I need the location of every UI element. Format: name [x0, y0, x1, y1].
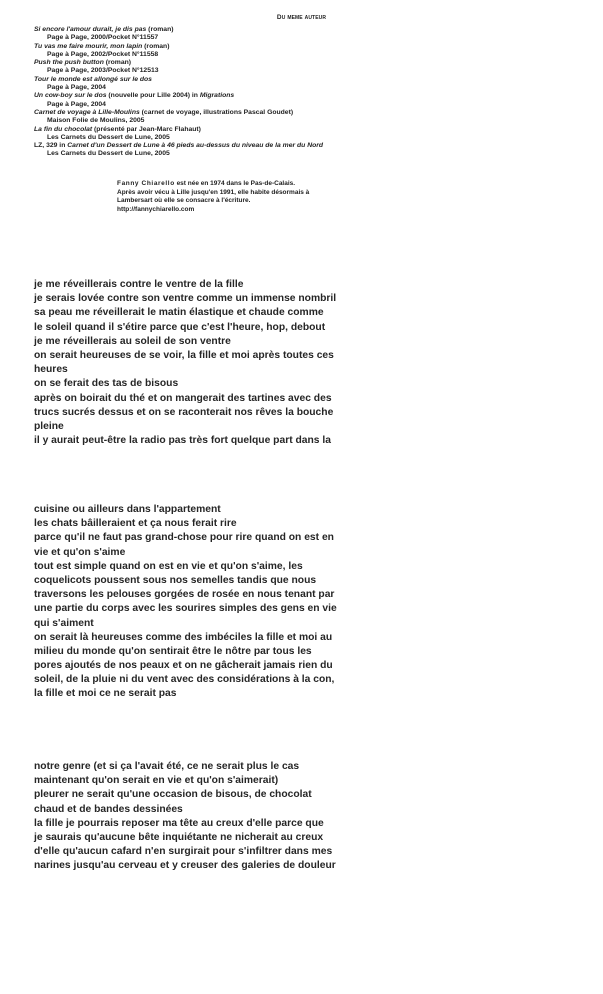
biblio-entry-publisher: Les Carnets du Dessert de Lune, 2005 [47, 133, 170, 141]
biblio-entry-title [34, 76, 574, 84]
biblio-entry-title [34, 142, 574, 150]
poem-line: on serait là heureuses comme des imbéciles la fille et moi au [34, 631, 333, 643]
book-title: La fin du chocolat [34, 125, 93, 133]
author-line-3: Lambersart où elle se consacre à l'écriture. [117, 197, 251, 205]
poem-line: je saurais qu'aucune bête inquiétante ne nicherait au creux [34, 831, 324, 843]
poem-line: vie et qu'on s'aime [34, 546, 126, 558]
biblio-entry-publisher: Page à Page, 2002/Pocket N°11558 [47, 50, 159, 58]
book-title: Push the push button [34, 59, 104, 67]
biblio-entry-publisher: Les Carnets du Dessert de Lune, 2005 [47, 150, 170, 158]
book-title: Carnet de voyage à Lille-Moulins [34, 108, 140, 116]
biblio-entry-publisher: Page à Page, 2004 [47, 84, 106, 92]
poem-line: milieu du monde qu'on sentirait être le nôtre par tous les [34, 645, 312, 657]
poem-line: pleurer ne serait qu'une occasion de bisous, de chocolat [34, 789, 312, 801]
biblio-entry-title [34, 92, 574, 100]
poem-line: maintenant qu'on serait en vie et qu'on s'aimerait) [34, 775, 279, 787]
book-genre: (roman) [142, 42, 170, 50]
poem-line: trucs sucrés dessus et on se raconterait nos rêves la bouche [34, 406, 334, 418]
poem-line: traversons les pelouses gorgées de rosée en nous tenant par [34, 589, 335, 601]
poem-line: cuisine ou ailleurs dans l'appartement [34, 504, 221, 515]
poem-line: on se ferait des tas de bisous [34, 378, 179, 390]
biblio-entry-title [34, 126, 574, 134]
poem-line: je me réveillerais au soleil de son ventre [34, 335, 231, 347]
poem-line: le soleil quand il s'étire parce que c'est l'heure, hop, debout [34, 321, 326, 333]
book-prefix: LZ, 329 in [34, 142, 68, 150]
book-genre: (nouvelle pour Lille 2004) in [106, 92, 200, 100]
book-title: Un cow-boy sur le dos [34, 92, 107, 100]
poem-line: qui s'aiment [34, 617, 94, 629]
poem-line: sa peau me réveillerait le matin élastique et chaude comme [34, 307, 324, 319]
biblio-entry-publisher: Page à Page, 2004 [47, 100, 106, 108]
biblio-entry-title [34, 43, 574, 51]
poem-line: la fille je pourrais reposer ma tête au creux d'elle parce que [34, 817, 324, 829]
author-birth: est née en 1974 dans le Pas-de-Calais. [174, 180, 296, 187]
bibliography-list [34, 26, 574, 159]
poem-line: coquelicots poussent sous nos semelles tandis que nous [34, 574, 317, 586]
poem-block-2 [34, 503, 337, 702]
biblio-entry-title [34, 109, 574, 117]
collection-title: Migrations [199, 92, 235, 100]
poem-line: il y aurait peut-être la radio pas très fort quelque part dans la [34, 435, 331, 447]
poem-line: pores ajoutés de nos peaux et on ne gâcherait jamais rien du [34, 660, 333, 672]
poem-line: une partie du corps avec les sourires simples des gens en vie [34, 603, 337, 615]
book-genre: (roman) [146, 26, 174, 33]
poem-line: je serais lovée contre son ventre comme un immense nombril [34, 293, 337, 305]
poem-line: on serait heureuses de se voir, la fille et moi après toutes ces [34, 349, 334, 361]
book-title: Si encore l'amour durait, je dis pas [34, 26, 147, 33]
author-url[interactable]: http://fannychiarello.com [117, 206, 195, 214]
book-title: Tu vas me faire mourir, mon lapin [34, 42, 143, 50]
author-line-2: Après avoir vécu à Lille jusqu'en 1991, elle habite désormais à [117, 188, 310, 196]
poem-block-3 [34, 760, 334, 874]
poem-line: après on boirait du thé et on mangerait des tartines avec des [34, 392, 332, 404]
book-genre: (roman) [103, 59, 132, 67]
biblio-heading: Du meme auteur [276, 14, 327, 21]
poem-line: pleine [34, 420, 64, 432]
book-genre: (carnet de voyage, illustrations Pascal Goudet) [139, 108, 294, 116]
poem-line: tout est simple quand on est en vie et qu'on s'aime, les [34, 560, 303, 572]
author-line-1 [117, 180, 347, 189]
poem-line: les chats bâilleraient et ça nous ferait rire [34, 518, 237, 530]
poem-line: je me réveillerais contre le ventre de la fille [34, 279, 244, 290]
book-title: Tour le monde est allongé sur le dos [34, 75, 152, 83]
author-name: Fanny Chiarello [117, 180, 175, 187]
poem-line: narines jusqu'au cerveau et y creuser des galeries de douleur [34, 860, 336, 872]
poem-line: d'elle qu'aucun cafard n'en surgirait pour s'infiltrer dans mes [34, 846, 333, 858]
poem-line: notre genre (et si ça l'avait été, ce ne serait plus le cas [34, 761, 300, 772]
book-title: Carnet d'un Dessert de Lune à 46 pieds au-dessus du niveau de la mer du Nord [67, 142, 324, 150]
poem-line: chaud et de bandes dessinées [34, 803, 183, 815]
poem-line: parce qu'il ne faut pas grand-chose pour rire quand on est en [34, 532, 334, 544]
author-note [117, 180, 347, 215]
poem-line: la fille et moi ce ne serait pas [34, 688, 177, 700]
poem-block-1 [34, 278, 337, 448]
book-genre: (présenté par Jean-Marc Flahaut) [92, 125, 201, 133]
biblio-entry-publisher: Page à Page, 2003/Pocket N°12513 [47, 67, 159, 75]
poem-line: soleil, de la pluie ni du vent avec des considérations à la con, [34, 674, 335, 686]
poem-line: heures [34, 364, 68, 376]
biblio-entry-publisher: Page à Page, 2000/Pocket N°11557 [47, 34, 159, 42]
biblio-entry-publisher: Maison Folie de Moulins, 2005 [47, 117, 145, 125]
